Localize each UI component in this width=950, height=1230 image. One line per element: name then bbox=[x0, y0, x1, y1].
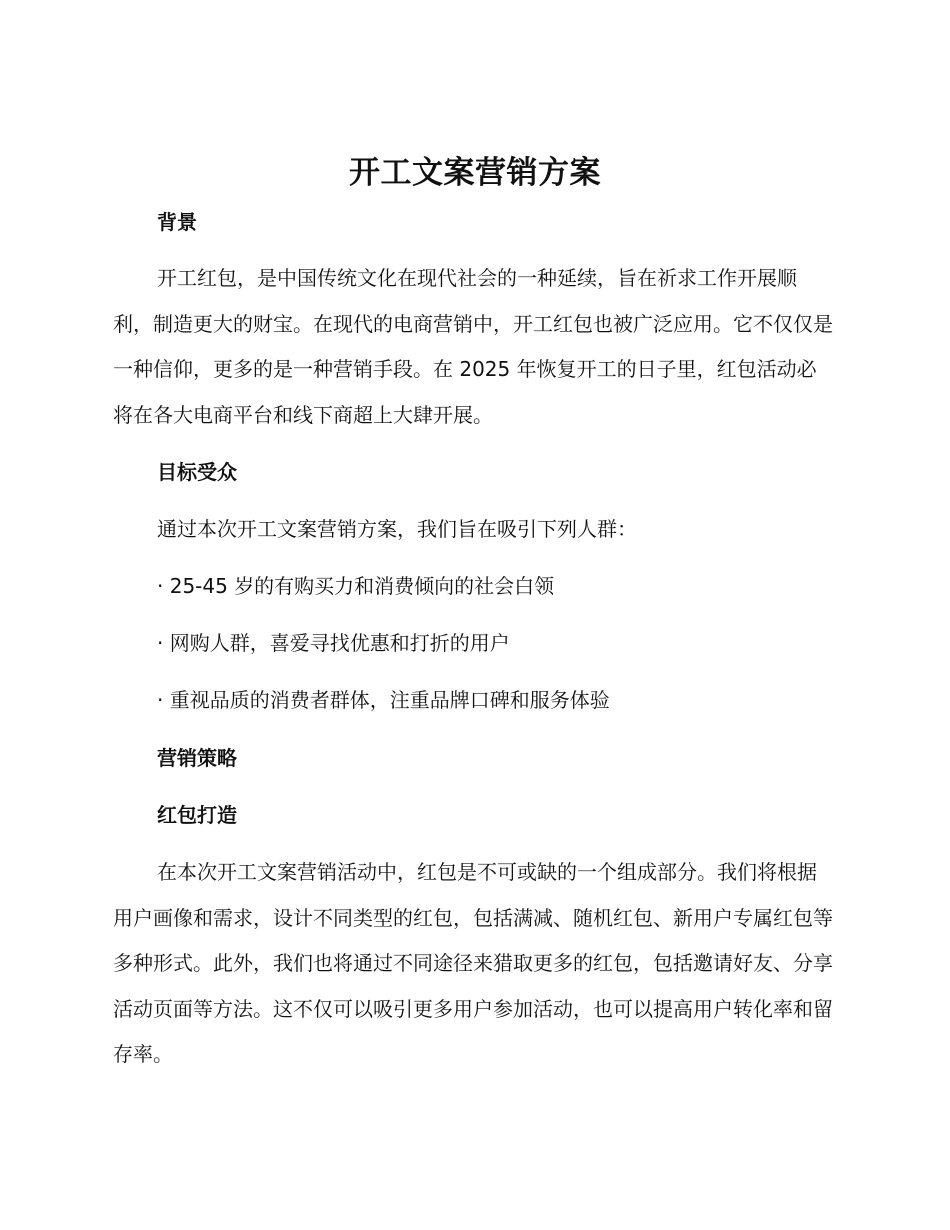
section-heading-red-packet: 红包打造 bbox=[157, 803, 237, 827]
background-paragraph: 开工红包，是中国传统文化在现代社会的一种延续，旨在祈求工作开展顺利，制造更大的财宝。在现代的电商营销中，开工红包也被广泛应用。它不仅仅是一种信仰，更多的是一种营销手段。在 2025 年恢复开工的日子里，红包活动必将在各大电商平台和线下商超上大肆开展。 bbox=[113, 266, 833, 427]
audience-intro: 通过本次开工文案营销方案，我们旨在吸引下列人群： bbox=[157, 517, 637, 541]
audience-list-item: · 重视品质的消费者群体，注重品牌口碑和服务体验 bbox=[157, 688, 610, 712]
audience-list-item: · 25-45 岁的有购买力和消费倾向的社会白领 bbox=[157, 574, 555, 598]
section-heading-background: 背景 bbox=[157, 210, 197, 234]
section-heading-audience: 目标受众 bbox=[157, 460, 237, 484]
audience-list-item: · 网购人群，喜爱寻找优惠和打折的用户 bbox=[157, 631, 510, 655]
document-title: 开工文案营销方案 bbox=[349, 155, 601, 191]
red-packet-paragraph: 在本次开工文案营销活动中，红包是不可或缺的一个组成部分。我们将根据用户画像和需求，设计不同类型的红包，包括满减、随机红包、新用户专属红包等多种形式。此外，我们也将通过不同途径来猎取更多的红包，包括邀请好友、分享活动页面等方法。这不仅可以吸引更多用户参加活动，也可以提高用户转化率和留存率。 bbox=[113, 860, 833, 1066]
section-heading-strategy: 营销策略 bbox=[157, 746, 237, 770]
